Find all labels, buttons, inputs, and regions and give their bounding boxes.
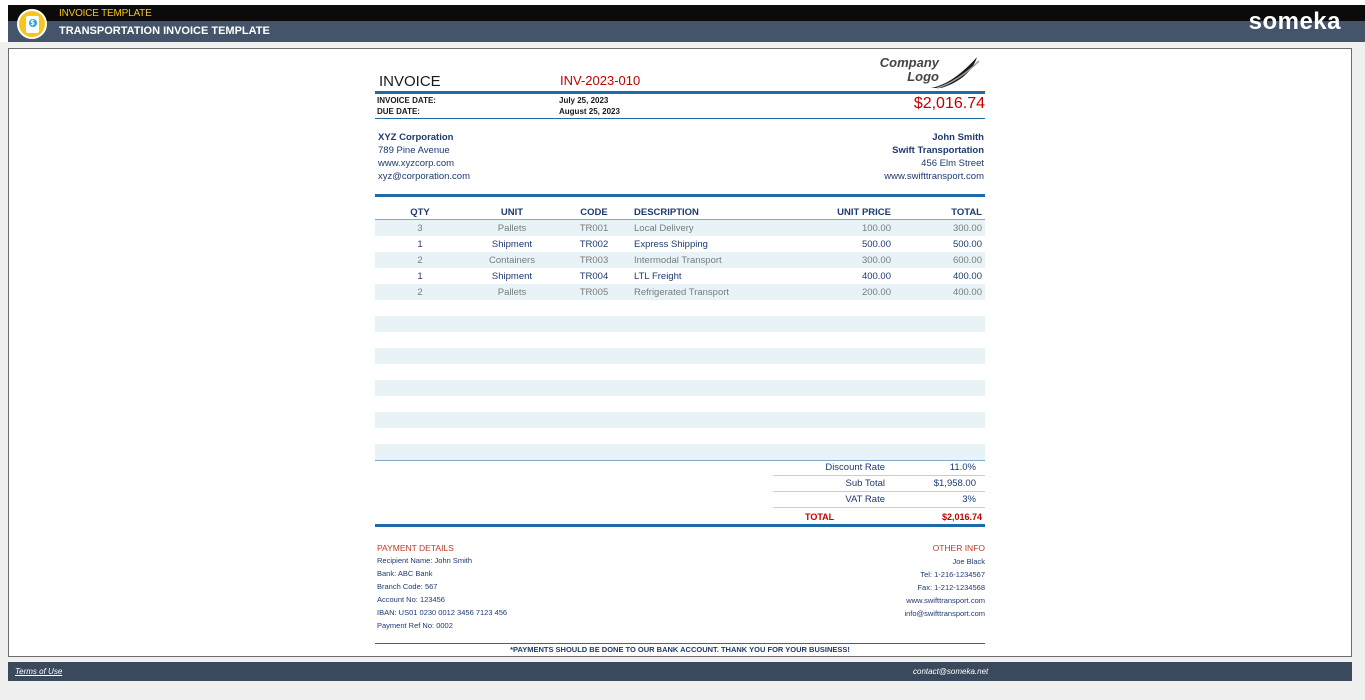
cell-qty[interactable]: 2: [417, 255, 423, 266]
cell-unit-price[interactable]: 300.00: [861, 255, 891, 266]
sender-address[interactable]: 789 Pine Avenue: [378, 145, 450, 156]
summary-divider: [773, 507, 985, 508]
thanks-rule: [375, 643, 985, 644]
invoice-frame: [8, 48, 1352, 657]
cell-total: 500.00: [952, 239, 982, 250]
payment-recipient[interactable]: Recipient Name: John Smith: [377, 556, 473, 565]
app-title: TRANSPORTATION INVOICE TEMPLATE: [59, 25, 270, 37]
header-unit: UNIT: [500, 207, 524, 218]
invoice-icon: [17, 9, 47, 39]
amount-due: $2,016.74: [913, 95, 985, 112]
empty-table-row[interactable]: [375, 444, 985, 460]
cell-unit[interactable]: Shipment: [491, 271, 533, 282]
invoice-number[interactable]: INV-2023-010: [560, 73, 641, 88]
cell-unit[interactable]: Shipment: [491, 239, 533, 250]
summary-divider: [773, 475, 985, 476]
table-row[interactable]: [375, 284, 985, 300]
payment-ref[interactable]: Payment Ref No: 0002: [377, 621, 453, 630]
other-tel[interactable]: Tel: 1-216-1234567: [920, 570, 985, 579]
vat-label: VAT Rate: [845, 494, 885, 505]
contact-email-link[interactable]: contact@someka.net: [913, 667, 989, 676]
recipient-block: [884, 131, 984, 183]
other-fax[interactable]: Fax: 1-212-1234568: [917, 583, 985, 592]
subtotal-value: $1,958.00: [933, 478, 976, 489]
cell-code[interactable]: TR001: [579, 223, 609, 234]
sender-name[interactable]: XYZ Corporation: [378, 132, 454, 143]
logo-swoosh-icon: [929, 55, 981, 89]
cell-unit-price[interactable]: 200.00: [861, 287, 891, 298]
cell-total: 600.00: [952, 255, 982, 266]
table-row[interactable]: [375, 236, 985, 252]
due-date-value[interactable]: August 25, 2023: [559, 107, 620, 116]
cell-code[interactable]: TR003: [579, 255, 609, 266]
discount-label: Discount Rate: [825, 462, 885, 473]
header-rule: [375, 91, 985, 94]
subtotal-label: Sub Total: [845, 478, 885, 489]
total-value: $2,016.74: [941, 512, 982, 522]
empty-table-row[interactable]: [375, 316, 985, 332]
meta-rule: [375, 118, 985, 119]
top-header: [0, 0, 1365, 42]
vat-value[interactable]: 3%: [962, 494, 976, 505]
payment-iban[interactable]: IBAN: US01 0230 0012 3456 7123 456: [377, 608, 508, 617]
cell-qty[interactable]: 3: [417, 223, 423, 234]
cell-code[interactable]: TR004: [579, 271, 609, 282]
items-top-rule: [375, 194, 985, 197]
header-unit-price: UNIT PRICE: [837, 207, 891, 218]
app-label: INVOICE TEMPLATE: [59, 8, 152, 19]
recipient-name[interactable]: John Smith: [932, 132, 984, 143]
cell-unit[interactable]: Pallets: [497, 287, 527, 298]
invoice-date-value[interactable]: July 25, 2023: [559, 96, 609, 105]
cell-total: 400.00: [952, 271, 982, 282]
cell-qty[interactable]: 2: [417, 287, 423, 298]
sender-website[interactable]: www.xyzcorp.com: [378, 158, 455, 169]
payment-branch[interactable]: Branch Code: 567: [377, 582, 438, 591]
cell-qty[interactable]: 1: [417, 271, 423, 282]
cell-unit-price[interactable]: 400.00: [861, 271, 891, 282]
terms-of-use-link[interactable]: Terms of Use: [15, 667, 63, 676]
table-row[interactable]: [375, 220, 985, 236]
cell-description[interactable]: Intermodal Transport: [634, 255, 722, 266]
table-row[interactable]: [375, 252, 985, 268]
header-code: CODE: [580, 207, 608, 218]
brand-logo[interactable]: someka: [1248, 8, 1341, 35]
invoice-sheet: [375, 49, 987, 656]
cell-unit-price[interactable]: 100.00: [861, 223, 891, 234]
summary-bottom-rule: [375, 524, 985, 527]
total-label: TOTAL: [805, 512, 835, 522]
summary-divider: [773, 491, 985, 492]
cell-total: 400.00: [952, 287, 982, 298]
due-date-label: DUE DATE:: [377, 107, 420, 116]
invoice-title: INVOICE: [379, 73, 441, 90]
recipient-website[interactable]: www.swifttransport.com: [884, 171, 984, 182]
recipient-address[interactable]: 456 Elm Street: [921, 158, 984, 169]
discount-value[interactable]: 11.0%: [949, 462, 976, 473]
other-info-title: OTHER INFO: [932, 543, 985, 553]
items-bottom-rule: [375, 460, 985, 461]
cell-description[interactable]: LTL Freight: [634, 271, 682, 282]
cell-description[interactable]: Local Delivery: [634, 223, 694, 234]
footer-bar: [8, 662, 1352, 681]
empty-table-row[interactable]: [375, 348, 985, 364]
header-qty: QTY: [410, 207, 430, 218]
other-website[interactable]: www.swifttransport.com: [906, 596, 985, 605]
header-label-strip: [8, 5, 1365, 21]
empty-table-row[interactable]: [375, 380, 985, 396]
cell-unit[interactable]: Containers: [489, 255, 535, 266]
cell-total: 300.00: [952, 223, 982, 234]
cell-unit-price[interactable]: 500.00: [861, 239, 891, 250]
cell-code[interactable]: TR002: [579, 239, 609, 250]
cell-qty[interactable]: 1: [417, 239, 423, 250]
table-row[interactable]: [375, 268, 985, 284]
empty-table-row[interactable]: [375, 412, 985, 428]
payment-details-title: PAYMENT DETAILS: [377, 543, 454, 553]
cell-description[interactable]: Refrigerated Transport: [634, 287, 730, 298]
recipient-company[interactable]: Swift Transportation: [892, 145, 984, 156]
thank-you-note: *PAYMENTS SHOULD BE DONE TO OUR BANK ACCOUNT. THANK YOU FOR YOUR BUSINESS!: [510, 645, 850, 654]
header-description: DESCRIPTION: [634, 207, 699, 218]
sender-email[interactable]: xyz@corporation.com: [378, 171, 471, 182]
cell-code[interactable]: TR005: [579, 287, 609, 298]
items-header: [375, 207, 985, 219]
other-name[interactable]: Joe Black: [952, 557, 985, 566]
company-logo[interactable]: [869, 55, 981, 91]
cell-description[interactable]: Express Shipping: [634, 239, 708, 250]
cell-unit[interactable]: Pallets: [497, 223, 527, 234]
other-email[interactable]: info@swifttransport.com: [904, 609, 985, 618]
invoice-date-label: INVOICE DATE:: [377, 96, 436, 105]
header-total: TOTAL: [951, 207, 982, 218]
payment-bank[interactable]: Bank: ABC Bank: [377, 569, 433, 578]
sender-block: [378, 131, 470, 183]
payment-account[interactable]: Account No: 123456: [377, 595, 445, 604]
logo-text: Company Logo: [879, 55, 939, 84]
